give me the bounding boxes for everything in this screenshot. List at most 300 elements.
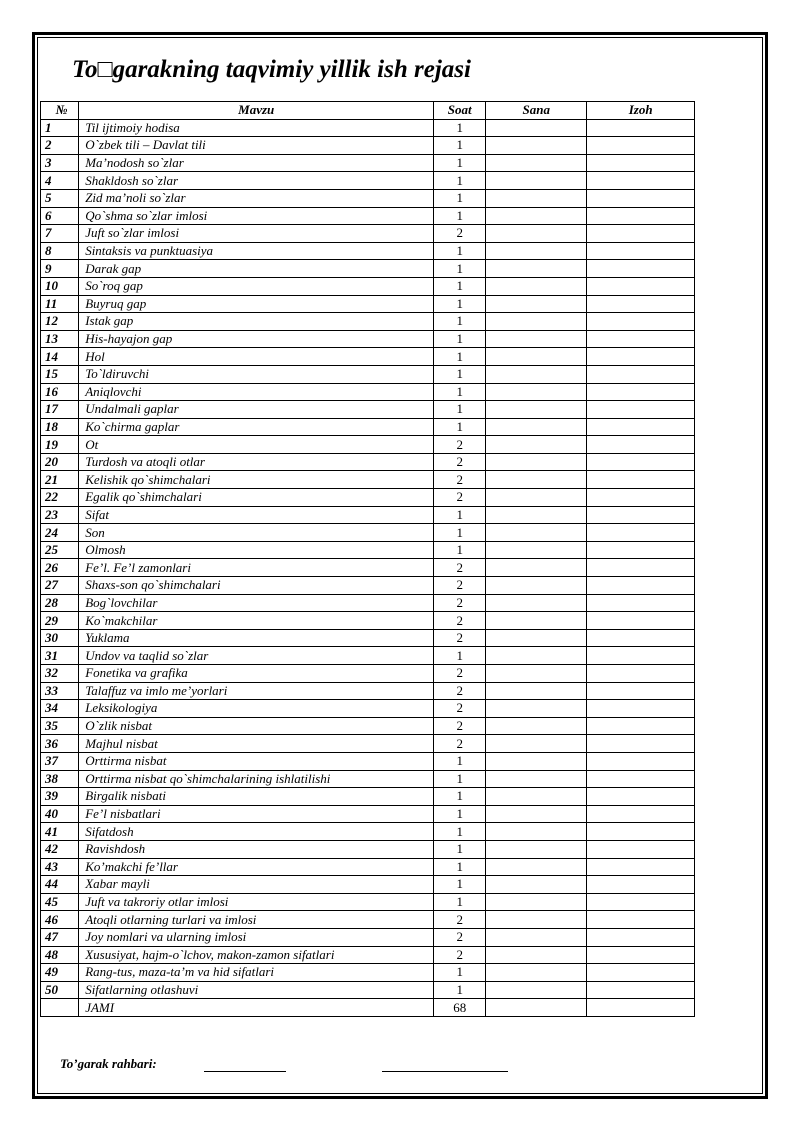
row-note-cell xyxy=(587,577,695,595)
row-topic: Orttirma nisbat qo`shimchalarining ishlatilishi xyxy=(79,770,434,788)
table-row xyxy=(41,840,695,858)
row-note-cell xyxy=(587,946,695,964)
row-number: 43 xyxy=(41,858,79,876)
row-number: 32 xyxy=(41,665,79,683)
row-number: 36 xyxy=(41,735,79,753)
row-note-cell xyxy=(587,524,695,542)
row-number: 5 xyxy=(41,189,79,207)
table-row xyxy=(41,330,695,348)
table-row xyxy=(41,594,695,612)
row-date-cell xyxy=(486,295,587,313)
row-date-cell xyxy=(486,348,587,366)
row-note-cell xyxy=(587,453,695,471)
row-date-cell xyxy=(486,946,587,964)
table-row xyxy=(41,436,695,454)
row-topic: Fe’l nisbatlari xyxy=(79,805,434,823)
table-row xyxy=(41,752,695,770)
row-hours: 1 xyxy=(434,964,486,982)
table-row xyxy=(41,453,695,471)
row-number: 30 xyxy=(41,629,79,647)
row-note-cell xyxy=(587,612,695,630)
table-row xyxy=(41,770,695,788)
table-row xyxy=(41,946,695,964)
table-row xyxy=(41,612,695,630)
row-date-cell xyxy=(486,330,587,348)
row-date-cell xyxy=(486,383,587,401)
total-hours: 68 xyxy=(434,999,486,1017)
row-date-cell xyxy=(486,700,587,718)
row-note-cell xyxy=(587,629,695,647)
row-date-cell xyxy=(486,260,587,278)
row-date-cell xyxy=(486,471,587,489)
table-row xyxy=(41,119,695,137)
row-note-cell xyxy=(587,436,695,454)
row-note-cell xyxy=(587,418,695,436)
row-date-cell xyxy=(486,858,587,876)
row-number: 37 xyxy=(41,752,79,770)
table-row xyxy=(41,365,695,383)
page-title: To□garakning taqvimiy yillik ish rejasi xyxy=(72,56,471,83)
row-number: 38 xyxy=(41,770,79,788)
row-hours: 1 xyxy=(434,365,486,383)
total-date-cell xyxy=(486,999,587,1017)
row-hours: 2 xyxy=(434,928,486,946)
row-note-cell xyxy=(587,665,695,683)
row-hours: 1 xyxy=(434,418,486,436)
header-date: Sana xyxy=(486,102,587,120)
table-row xyxy=(41,418,695,436)
row-hours: 1 xyxy=(434,330,486,348)
row-date-cell xyxy=(486,647,587,665)
row-number: 50 xyxy=(41,981,79,999)
table-row xyxy=(41,823,695,841)
row-number: 1 xyxy=(41,119,79,137)
row-number: 41 xyxy=(41,823,79,841)
row-topic: Joy nomlari va ularning imlosi xyxy=(79,928,434,946)
row-date-cell xyxy=(486,594,587,612)
row-note-cell xyxy=(587,295,695,313)
row-topic: Orttirma nisbat xyxy=(79,752,434,770)
row-note-cell xyxy=(587,752,695,770)
row-number: 4 xyxy=(41,172,79,190)
table-row xyxy=(41,348,695,366)
row-date-cell xyxy=(486,911,587,929)
table-row xyxy=(41,295,695,313)
row-hours: 1 xyxy=(434,893,486,911)
table-row xyxy=(41,665,695,683)
row-number: 33 xyxy=(41,682,79,700)
row-topic: Xususiyat, hajm-o`lchov, makon-zamon sifatlari xyxy=(79,946,434,964)
row-hours: 1 xyxy=(434,752,486,770)
row-hours: 1 xyxy=(434,647,486,665)
row-topic: Qo`shma so`zlar imlosi xyxy=(79,207,434,225)
row-number: 29 xyxy=(41,612,79,630)
row-hours: 1 xyxy=(434,858,486,876)
table-row xyxy=(41,788,695,806)
row-topic: Juft va takroriy otlar imlosi xyxy=(79,893,434,911)
row-topic: Birgalik nisbati xyxy=(79,788,434,806)
table-row xyxy=(41,189,695,207)
row-number: 8 xyxy=(41,242,79,260)
row-hours: 2 xyxy=(434,665,486,683)
table-row xyxy=(41,559,695,577)
row-note-cell xyxy=(587,647,695,665)
row-number: 9 xyxy=(41,260,79,278)
row-note-cell xyxy=(587,172,695,190)
row-note-cell xyxy=(587,717,695,735)
table-row xyxy=(41,172,695,190)
row-note-cell xyxy=(587,823,695,841)
row-topic: Til ijtimoiy hodisa xyxy=(79,119,434,137)
row-date-cell xyxy=(486,313,587,331)
table-row xyxy=(41,647,695,665)
row-number: 17 xyxy=(41,401,79,419)
row-hours: 1 xyxy=(434,277,486,295)
table-row xyxy=(41,471,695,489)
total-label: JAMI xyxy=(79,999,434,1017)
row-note-cell xyxy=(587,383,695,401)
row-date-cell xyxy=(486,119,587,137)
row-topic: Olmosh xyxy=(79,541,434,559)
row-topic: Ot xyxy=(79,436,434,454)
row-number: 23 xyxy=(41,506,79,524)
row-hours: 2 xyxy=(434,682,486,700)
row-topic: So`roq gap xyxy=(79,277,434,295)
row-topic: Hol xyxy=(79,348,434,366)
row-number: 22 xyxy=(41,489,79,507)
signature-line xyxy=(204,1071,286,1072)
row-number: 21 xyxy=(41,471,79,489)
row-number: 18 xyxy=(41,418,79,436)
row-date-cell xyxy=(486,823,587,841)
row-number: 12 xyxy=(41,313,79,331)
row-note-cell xyxy=(587,541,695,559)
row-number: 42 xyxy=(41,840,79,858)
row-note-cell xyxy=(587,788,695,806)
row-number: 7 xyxy=(41,225,79,243)
row-note-cell xyxy=(587,154,695,172)
row-number: 15 xyxy=(41,365,79,383)
row-date-cell xyxy=(486,418,587,436)
row-note-cell xyxy=(587,348,695,366)
row-topic: Juft so`zlar imlosi xyxy=(79,225,434,243)
table-row xyxy=(41,858,695,876)
row-topic: Sifatdosh xyxy=(79,823,434,841)
row-note-cell xyxy=(587,365,695,383)
header-topic: Mavzu xyxy=(79,102,434,120)
table-row xyxy=(41,383,695,401)
row-note-cell xyxy=(587,805,695,823)
row-number: 19 xyxy=(41,436,79,454)
row-date-cell xyxy=(486,964,587,982)
row-topic: Zid ma’noli so`zlar xyxy=(79,189,434,207)
table-header-row xyxy=(41,102,695,120)
row-topic: Rang-tus, maza-ta’m va hid sifatlari xyxy=(79,964,434,982)
row-note-cell xyxy=(587,330,695,348)
table-row xyxy=(41,700,695,718)
row-hours: 1 xyxy=(434,541,486,559)
row-hours: 2 xyxy=(434,946,486,964)
table-row xyxy=(41,506,695,524)
row-date-cell xyxy=(486,805,587,823)
table-row xyxy=(41,964,695,982)
table-row xyxy=(41,313,695,331)
row-topic: Yuklama xyxy=(79,629,434,647)
table-row xyxy=(41,735,695,753)
row-number: 47 xyxy=(41,928,79,946)
row-topic: Xabar mayli xyxy=(79,876,434,894)
row-hours: 2 xyxy=(434,612,486,630)
row-date-cell xyxy=(486,489,587,507)
table-row xyxy=(41,242,695,260)
row-topic: O`zlik nisbat xyxy=(79,717,434,735)
row-number: 28 xyxy=(41,594,79,612)
row-date-cell xyxy=(486,981,587,999)
table-row xyxy=(41,524,695,542)
row-number: 27 xyxy=(41,577,79,595)
row-note-cell xyxy=(587,858,695,876)
row-number: 39 xyxy=(41,788,79,806)
table-row xyxy=(41,154,695,172)
table-row xyxy=(41,489,695,507)
total-num-cell xyxy=(41,999,79,1017)
row-hours: 1 xyxy=(434,189,486,207)
table-row xyxy=(41,981,695,999)
row-date-cell xyxy=(486,401,587,419)
table-row xyxy=(41,541,695,559)
row-hours: 1 xyxy=(434,348,486,366)
row-note-cell xyxy=(587,242,695,260)
row-note-cell xyxy=(587,928,695,946)
row-date-cell xyxy=(486,277,587,295)
row-hours: 1 xyxy=(434,137,486,155)
row-date-cell xyxy=(486,154,587,172)
table-row xyxy=(41,577,695,595)
row-note-cell xyxy=(587,594,695,612)
row-date-cell xyxy=(486,752,587,770)
row-date-cell xyxy=(486,207,587,225)
row-hours: 1 xyxy=(434,823,486,841)
table-body xyxy=(41,119,695,999)
row-note-cell xyxy=(587,682,695,700)
row-note-cell xyxy=(587,735,695,753)
row-topic: His-hayajon gap xyxy=(79,330,434,348)
row-topic: Buyruq gap xyxy=(79,295,434,313)
row-date-cell xyxy=(486,717,587,735)
row-topic: Shaxs-son qo`shimchalari xyxy=(79,577,434,595)
row-topic: Majhul nisbat xyxy=(79,735,434,753)
row-hours: 1 xyxy=(434,840,486,858)
row-date-cell xyxy=(486,189,587,207)
row-note-cell xyxy=(587,559,695,577)
row-note-cell xyxy=(587,700,695,718)
row-date-cell xyxy=(486,506,587,524)
row-hours: 1 xyxy=(434,154,486,172)
row-note-cell xyxy=(587,876,695,894)
row-hours: 1 xyxy=(434,506,486,524)
row-topic: Sifat xyxy=(79,506,434,524)
row-topic: Kelishik qo`shimchalari xyxy=(79,471,434,489)
row-date-cell xyxy=(486,559,587,577)
row-note-cell xyxy=(587,893,695,911)
table-row xyxy=(41,207,695,225)
table-row xyxy=(41,277,695,295)
row-number: 11 xyxy=(41,295,79,313)
row-number: 25 xyxy=(41,541,79,559)
row-hours: 1 xyxy=(434,981,486,999)
row-date-cell xyxy=(486,577,587,595)
row-topic: Bog`lovchilar xyxy=(79,594,434,612)
row-topic: Undalmali gaplar xyxy=(79,401,434,419)
row-date-cell xyxy=(486,524,587,542)
row-topic: Undov va taqlid so`zlar xyxy=(79,647,434,665)
row-date-cell xyxy=(486,770,587,788)
row-number: 13 xyxy=(41,330,79,348)
row-topic: Sifatlarning otlashuvi xyxy=(79,981,434,999)
row-date-cell xyxy=(486,612,587,630)
row-note-cell xyxy=(587,471,695,489)
row-date-cell xyxy=(486,137,587,155)
row-topic: Atoqli otlarning turlari va imlosi xyxy=(79,911,434,929)
row-topic: Shakldosh so`zlar xyxy=(79,172,434,190)
row-note-cell xyxy=(587,506,695,524)
row-hours: 1 xyxy=(434,788,486,806)
row-number: 2 xyxy=(41,137,79,155)
header-hours: Soat xyxy=(434,102,486,120)
total-note-cell xyxy=(587,999,695,1017)
row-hours: 1 xyxy=(434,805,486,823)
row-number: 49 xyxy=(41,964,79,982)
row-topic: Egalik qo`shimchalari xyxy=(79,489,434,507)
row-date-cell xyxy=(486,172,587,190)
row-hours: 2 xyxy=(434,700,486,718)
row-topic: Fonetika va grafika xyxy=(79,665,434,683)
row-topic: Ko’makchi fe’llar xyxy=(79,858,434,876)
row-hours: 1 xyxy=(434,770,486,788)
row-number: 24 xyxy=(41,524,79,542)
row-topic: Fe’l. Fe’l zamonlari xyxy=(79,559,434,577)
table-row xyxy=(41,911,695,929)
row-note-cell xyxy=(587,137,695,155)
row-date-cell xyxy=(486,735,587,753)
row-number: 44 xyxy=(41,876,79,894)
row-note-cell xyxy=(587,313,695,331)
row-topic: Leksikologiya xyxy=(79,700,434,718)
table-row xyxy=(41,260,695,278)
row-number: 34 xyxy=(41,700,79,718)
row-date-cell xyxy=(486,365,587,383)
row-date-cell xyxy=(486,541,587,559)
row-hours: 2 xyxy=(434,559,486,577)
row-date-cell xyxy=(486,788,587,806)
table-row xyxy=(41,805,695,823)
row-topic: Ravishdosh xyxy=(79,840,434,858)
row-topic: Darak gap xyxy=(79,260,434,278)
row-hours: 1 xyxy=(434,383,486,401)
row-topic: Aniqlovchi xyxy=(79,383,434,401)
header-note: Izoh xyxy=(587,102,695,120)
row-topic: Talaffuz va imlo me’yorlari xyxy=(79,682,434,700)
row-hours: 2 xyxy=(434,911,486,929)
row-date-cell xyxy=(486,682,587,700)
row-date-cell xyxy=(486,840,587,858)
row-number: 26 xyxy=(41,559,79,577)
total-row xyxy=(41,999,695,1017)
row-hours: 1 xyxy=(434,524,486,542)
row-number: 6 xyxy=(41,207,79,225)
row-note-cell xyxy=(587,401,695,419)
table-row xyxy=(41,629,695,647)
row-topic: Istak gap xyxy=(79,313,434,331)
table-row xyxy=(41,682,695,700)
row-topic: Son xyxy=(79,524,434,542)
row-number: 35 xyxy=(41,717,79,735)
row-note-cell xyxy=(587,225,695,243)
row-number: 16 xyxy=(41,383,79,401)
row-hours: 2 xyxy=(434,489,486,507)
row-note-cell xyxy=(587,260,695,278)
row-hours: 2 xyxy=(434,436,486,454)
row-note-cell xyxy=(587,770,695,788)
row-topic: Ma’nodosh so`zlar xyxy=(79,154,434,172)
row-number: 20 xyxy=(41,453,79,471)
row-topic: Ko`makchilar xyxy=(79,612,434,630)
header-num: № xyxy=(41,102,79,120)
row-number: 3 xyxy=(41,154,79,172)
row-note-cell xyxy=(587,840,695,858)
row-number: 48 xyxy=(41,946,79,964)
row-hours: 1 xyxy=(434,295,486,313)
row-hours: 2 xyxy=(434,577,486,595)
row-topic: Turdosh va atoqli otlar xyxy=(79,453,434,471)
row-note-cell xyxy=(587,964,695,982)
row-number: 10 xyxy=(41,277,79,295)
row-hours: 2 xyxy=(434,225,486,243)
row-hours: 1 xyxy=(434,876,486,894)
table-row xyxy=(41,928,695,946)
row-hours: 1 xyxy=(434,313,486,331)
row-date-cell xyxy=(486,665,587,683)
row-note-cell xyxy=(587,277,695,295)
row-note-cell xyxy=(587,911,695,929)
row-date-cell xyxy=(486,629,587,647)
row-hours: 2 xyxy=(434,471,486,489)
row-number: 31 xyxy=(41,647,79,665)
row-date-cell xyxy=(486,928,587,946)
row-number: 46 xyxy=(41,911,79,929)
row-hours: 2 xyxy=(434,717,486,735)
row-date-cell xyxy=(486,225,587,243)
row-hours: 2 xyxy=(434,594,486,612)
row-note-cell xyxy=(587,119,695,137)
row-note-cell xyxy=(587,489,695,507)
table-row xyxy=(41,717,695,735)
table-row xyxy=(41,137,695,155)
row-topic: O`zbek tili – Davlat tili xyxy=(79,137,434,155)
table-row xyxy=(41,225,695,243)
row-hours: 1 xyxy=(434,242,486,260)
table-row xyxy=(41,893,695,911)
row-hours: 1 xyxy=(434,401,486,419)
club-leader-label: To’garak rahbari: xyxy=(60,1056,157,1071)
row-hours: 1 xyxy=(434,119,486,137)
row-number: 14 xyxy=(41,348,79,366)
row-hours: 2 xyxy=(434,453,486,471)
row-hours: 1 xyxy=(434,207,486,225)
row-hours: 1 xyxy=(434,172,486,190)
plan-table xyxy=(40,101,695,1017)
row-date-cell xyxy=(486,893,587,911)
